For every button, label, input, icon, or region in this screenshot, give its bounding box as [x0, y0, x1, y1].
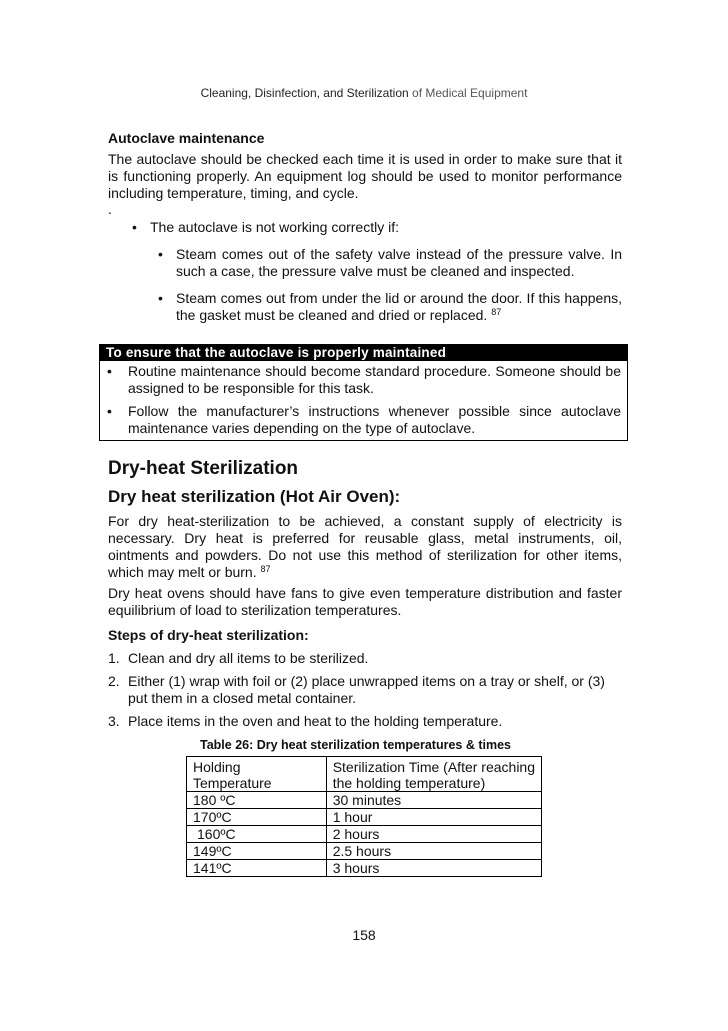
temp-cell: 149ºC: [187, 843, 327, 860]
sub-list-item: • Steam comes out from under the lid or around the door. If this happens, the gasket must be cleaned and dried or replaced. $^{87}$: [150, 290, 622, 324]
footnote-ref: 87: [260, 564, 271, 574]
time-cell: 1 hour: [326, 809, 541, 826]
table-row: [187, 860, 542, 877]
header-cell-temperature: Holding Temperature: [187, 757, 327, 792]
step-item: 1. Clean and dry all items to be sterilized.: [108, 650, 369, 666]
maintenance-item: • Routine maintenance should become standard procedure. Someone should be assigned to be responsible for this task.: [100, 363, 627, 397]
temp-cell: 141ºC: [187, 860, 327, 877]
autoclave-intro: The autoclave should be checked each time it is used in order to make sure that it is functioning properly. An equipment log should be used to monitor performance including temperature, timing, and cycle.: [108, 151, 622, 201]
dry-heat-paragraph-2: Dry heat ovens should have fans to give even temperature distribution and faster equilibrium of load to sterilization temperatures.: [108, 585, 622, 618]
running-header: [0, 86, 728, 100]
maintenance-item: • Follow the manufacturer’s instructions whenever possible since autoclave maintenance varies depending on the type of autoclave.: [100, 403, 627, 437]
temp-cell: 170ºC: [187, 809, 327, 826]
time-cell: 2 hours: [326, 826, 541, 843]
header-title-suffix: of Medical Equipment: [412, 86, 528, 100]
sterilization-table: [186, 756, 542, 877]
footnote-ref: 87: [491, 307, 502, 317]
table-header-row: [187, 757, 542, 792]
time-cell: 30 minutes: [326, 792, 541, 809]
time-cell: 2.5 hours: [326, 843, 541, 860]
table-row: [187, 843, 542, 860]
table-row: [187, 809, 542, 826]
steps-heading: Steps of dry-heat sterilization:: [108, 627, 309, 643]
not-working-list: [108, 219, 622, 324]
maintenance-box-title: To ensure that the autoclave is properly maintained: [100, 345, 627, 361]
sub-list-item: • Steam comes out of the safety valve instead of the pressure valve. In such a case, the pressure valve must be cleaned and inspected.: [150, 246, 622, 280]
section-heading: Dry-heat Sterilization: [108, 458, 299, 479]
table-row: [187, 826, 542, 843]
temp-cell: 180 ºC: [187, 792, 327, 809]
not-working-label: The autoclave is not working correctly if:: [150, 219, 399, 235]
temp-cell: 160ºC: [187, 826, 327, 843]
header-cell-time: Sterilization Time (After reaching the holding temperature): [326, 757, 541, 792]
step-item: 3. Place items in the oven and heat to the holding temperature.: [108, 713, 503, 729]
stray-mark: .: [108, 201, 112, 217]
autoclave-heading: Autoclave maintenance: [108, 130, 265, 146]
dry-heat-paragraph-1: For dry heat-sterilization to be achieved, a constant supply of electricity is necessary. Dry heat is preferred for reusable glass, metal instruments, oil, ointments and powders. Do not use this method of sterilization for other items, which may melt or burn. $^{87}$: [108, 513, 622, 580]
table-caption: Table 26: Dry heat sterilization temperatures & times: [200, 738, 511, 752]
header-title: Cleaning, Disinfection, and Sterilization: [200, 86, 409, 100]
maintenance-box: [99, 344, 628, 441]
page-number: 158: [352, 927, 376, 943]
subsection-heading: Dry heat sterilization (Hot Air Oven):: [108, 487, 401, 506]
steps-list: [108, 650, 622, 730]
step-item: 2. Either (1) wrap with foil or (2) place unwrapped items on a tray or shelf, or (3) put them in a closed metal container.: [108, 673, 605, 706]
time-cell: 3 hours: [326, 860, 541, 877]
not-working-item: [124, 219, 622, 324]
table-row: [187, 792, 542, 809]
